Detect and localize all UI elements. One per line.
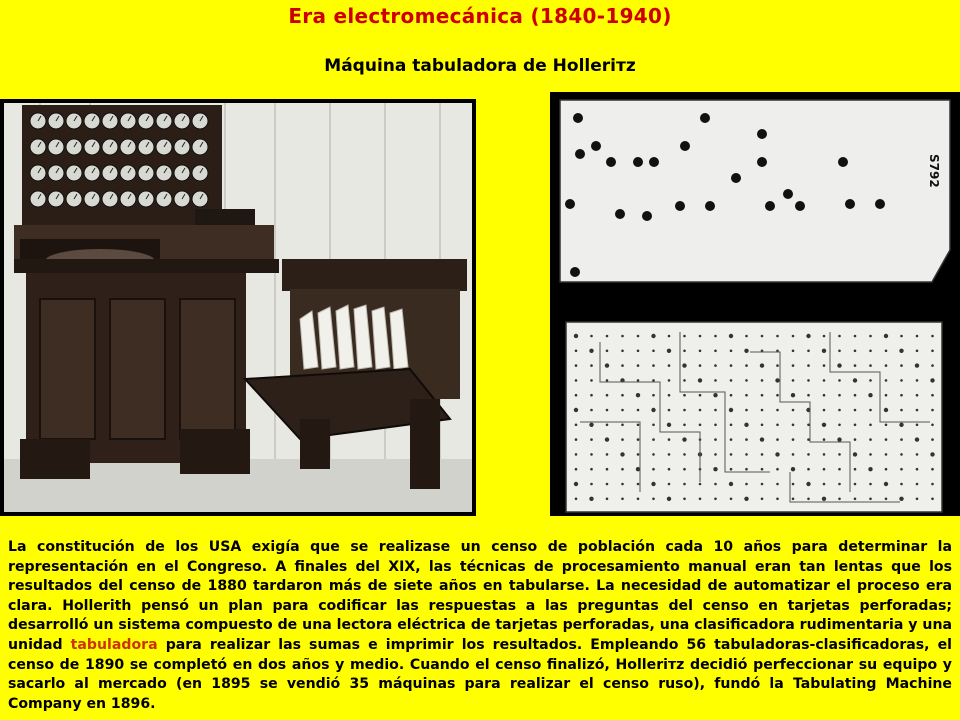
card-number: S792 — [927, 154, 941, 188]
description-paragraph — [8, 538, 952, 714]
hollerith-machine-photo — [0, 99, 476, 516]
tabulating-machine-illustration — [0, 99, 476, 516]
page-subtitle: Máquina tabuladora de Hollerітz — [324, 56, 636, 76]
highlighted-term: tabuladora — [70, 636, 158, 653]
description-part-1: La constitución de los USA exigía que se realizase un censo de población cada 10 años para determinar la representación en el Congreso. A finales del XIX, las técnicas de procesamiento manual eran tan lentas que los resultados del censo de 1880 tardaron más de siete años en tabularse. La necesidad de automatizar el proceso era clara. Hollerith pensó un plan para codificar las respuestas a las preguntas del censo en tarjetas perforadas; desarrolló un sistema compuesto de una lectora eléctrica de tarjetas perforadas, una clasificadora rudimentaria y una unidad — [8, 539, 952, 653]
page-title: Era electromecánica (1840-1940) — [288, 4, 672, 28]
punched-card-top — [560, 100, 950, 282]
punched-cards-illustration — [550, 92, 960, 516]
punched-cards-photo — [550, 92, 960, 516]
description-part-2: para realizar las sumas e imprimir los resultados. Empleando 56 tabuladoras-clasificadoras, el censo de 1890 se completó en dos años y medio. Cuando el censo finalizó, Hollerітz decidió perfeccionar su equipo y sacarlo al mercado (en 1895 se vendió 35 máquinas para realizar el censo ruso), fundó la Tabulating Machine Company en 1896. — [8, 636, 952, 712]
